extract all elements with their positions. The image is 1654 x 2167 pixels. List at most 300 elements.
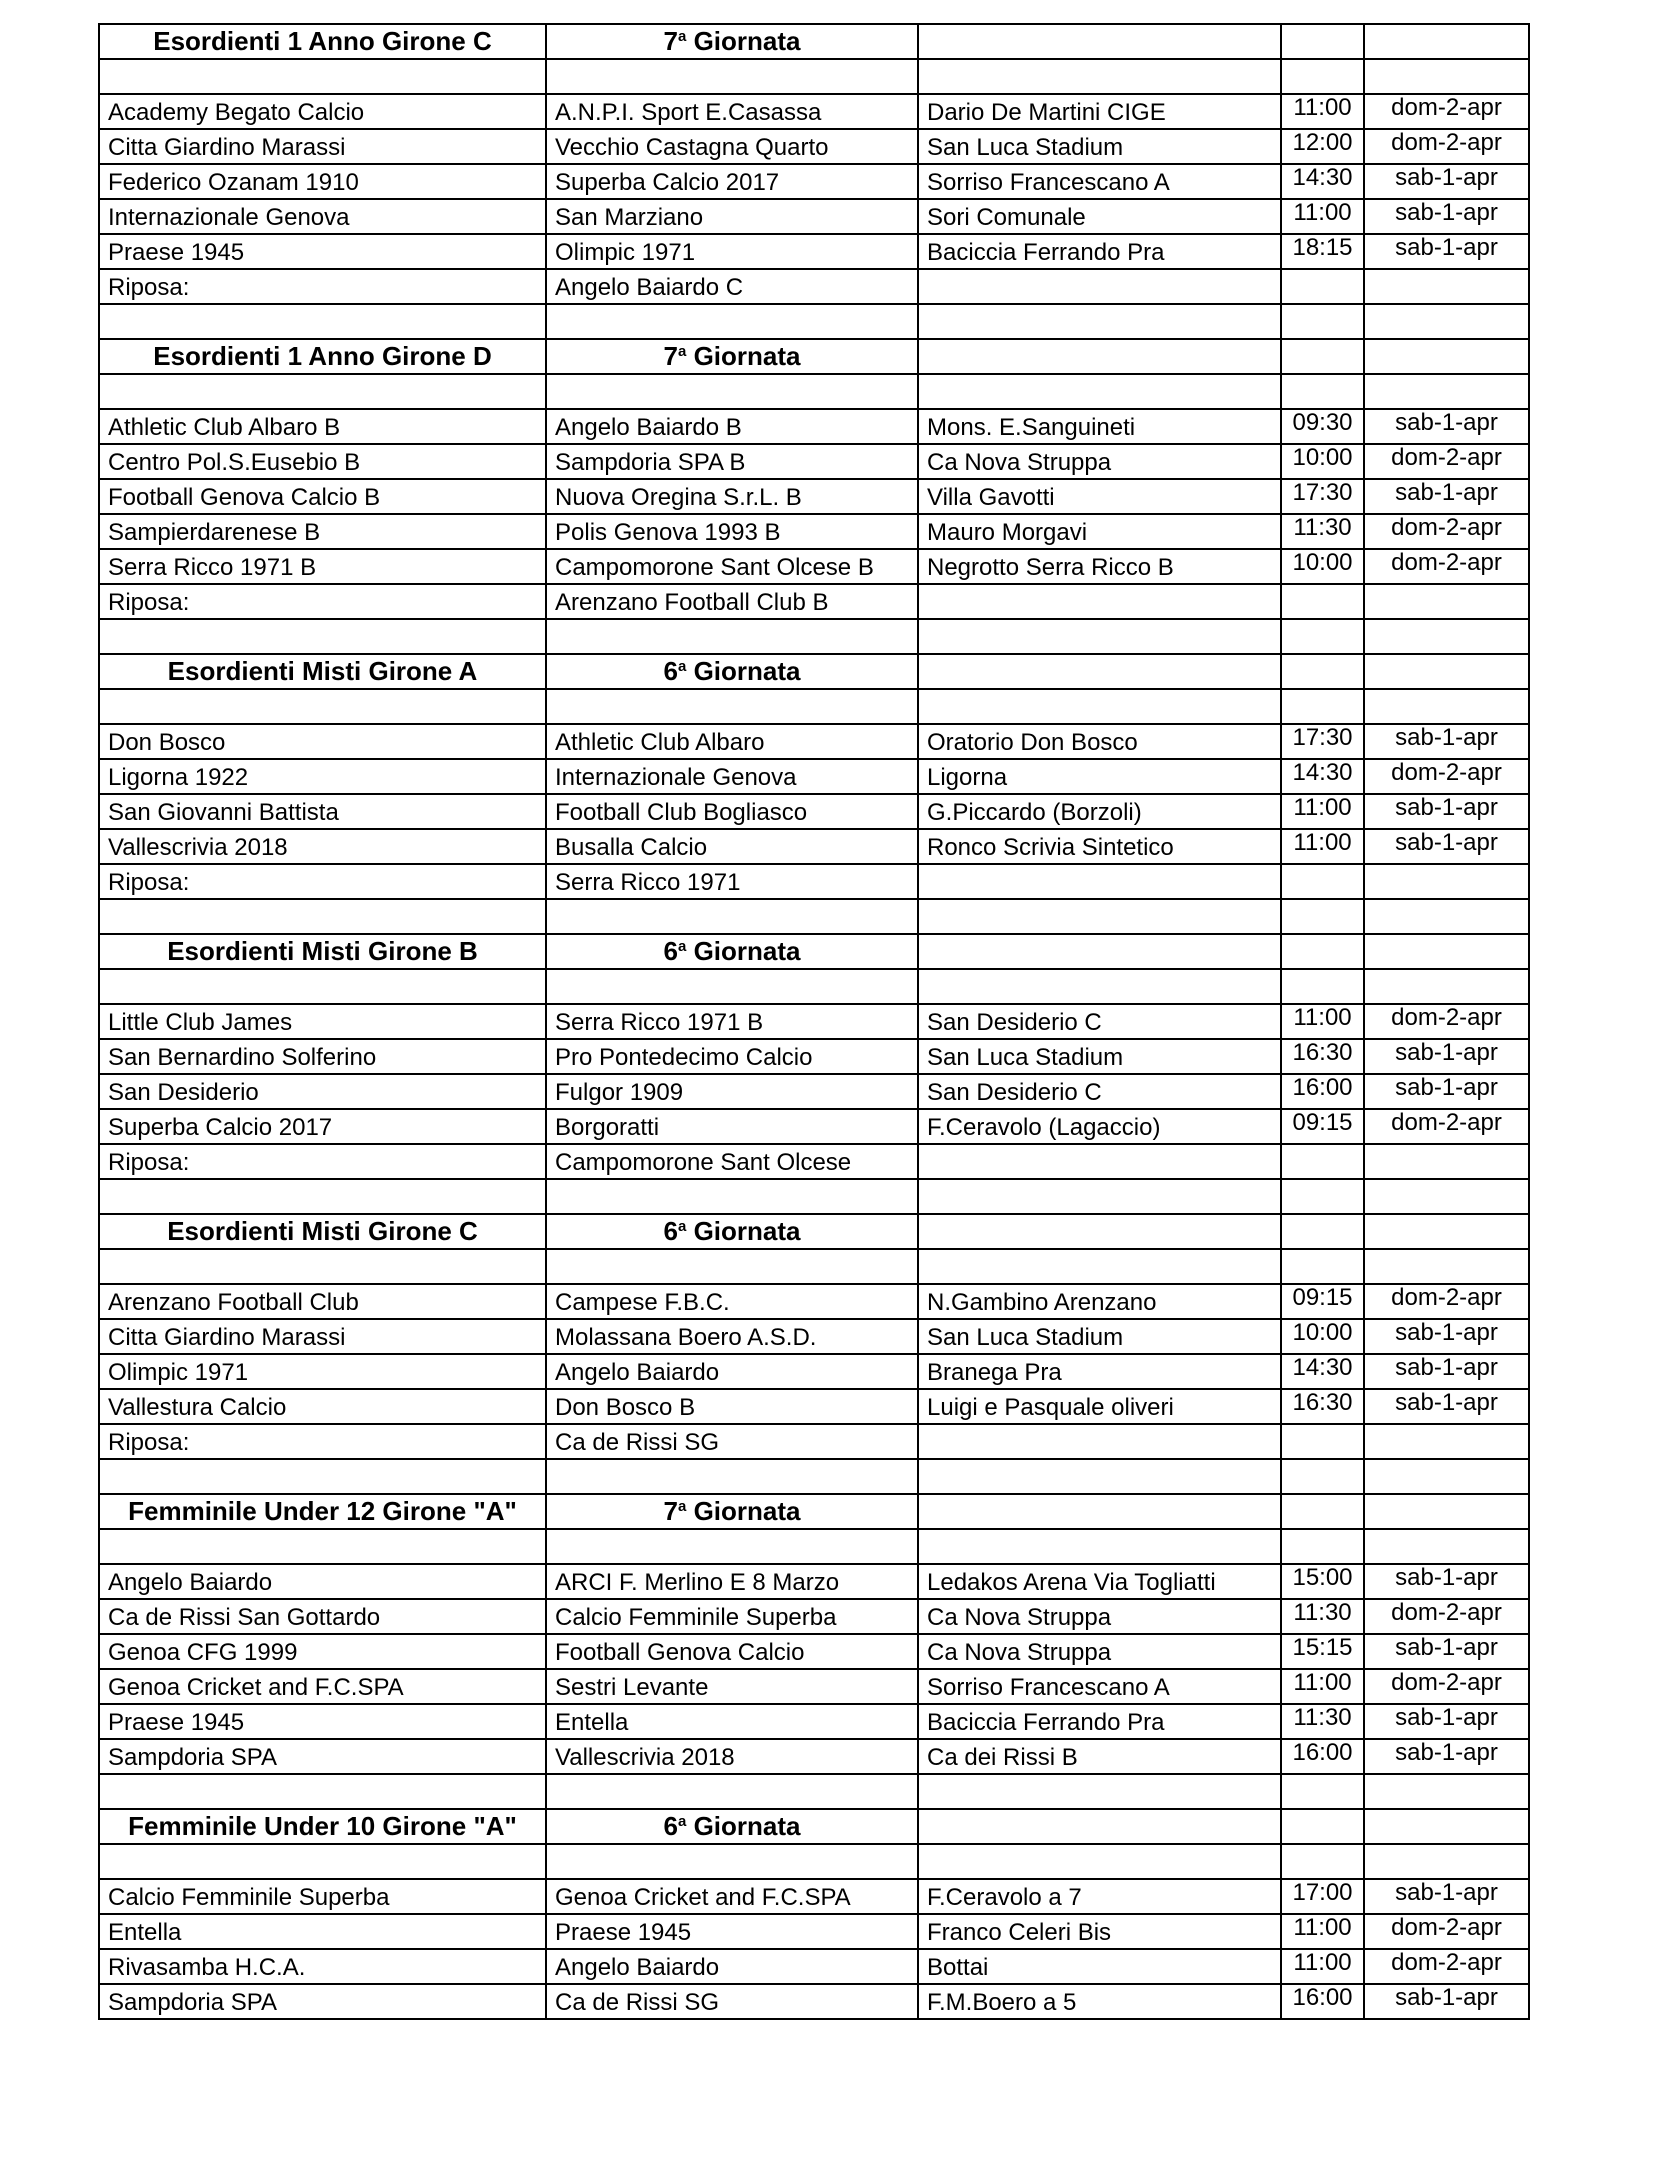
match-time: 14:30: [1281, 759, 1364, 794]
home-team: Centro Pol.S.Eusebio B: [99, 444, 546, 479]
match-date: dom-2-apr: [1364, 129, 1529, 164]
match-time: 15:00: [1281, 1564, 1364, 1599]
empty-cell: [918, 1424, 1281, 1459]
round-word: Giornata: [693, 26, 801, 56]
field-name: Baciccia Ferrando Pra: [918, 1704, 1281, 1739]
away-team: Genoa Cricket and F.C.SPA: [546, 1879, 918, 1914]
empty-cell: [1281, 619, 1364, 654]
group-header-row: [99, 24, 1529, 59]
empty-cell: [1281, 1809, 1364, 1844]
match-date: sab-1-apr: [1364, 794, 1529, 829]
match-time: 14:30: [1281, 164, 1364, 199]
match-date: dom-2-apr: [1364, 1284, 1529, 1319]
match-row: [99, 444, 1529, 479]
match-row: [99, 1669, 1529, 1704]
header-gap-row: [99, 374, 1529, 409]
away-team: Campomorone Sant Olcese B: [546, 549, 918, 584]
empty-cell: [918, 584, 1281, 619]
field-name: Negrotto Serra Ricco B: [918, 549, 1281, 584]
match-date: sab-1-apr: [1364, 1634, 1529, 1669]
match-time: 17:30: [1281, 724, 1364, 759]
rest-row: [99, 1144, 1529, 1179]
group-header-row: [99, 1494, 1529, 1529]
match-date: dom-2-apr: [1364, 94, 1529, 129]
empty-cell: [918, 1179, 1281, 1214]
match-time: 17:30: [1281, 479, 1364, 514]
field-name: Franco Celeri Bis: [918, 1914, 1281, 1949]
home-team: Ca de Rissi San Gottardo: [99, 1599, 546, 1634]
rest-label: Riposa:: [99, 269, 546, 304]
round-space: [686, 1811, 693, 1841]
round-space: [686, 656, 693, 686]
match-time: 10:00: [1281, 444, 1364, 479]
match-time: 09:15: [1281, 1109, 1364, 1144]
empty-cell: [1281, 1249, 1364, 1284]
round-label: [546, 1494, 918, 1529]
empty-cell: [546, 304, 918, 339]
empty-cell: [1281, 934, 1364, 969]
home-team: Sampierdarenese B: [99, 514, 546, 549]
round-ordinal: a: [677, 938, 687, 955]
match-row: [99, 1109, 1529, 1144]
empty-cell: [99, 1529, 546, 1564]
group-title: Esordienti Misti Girone B: [99, 934, 546, 969]
round-word: Giornata: [693, 656, 801, 686]
rest-row: [99, 584, 1529, 619]
round-label: [546, 1214, 918, 1249]
field-name: Sori Comunale: [918, 199, 1281, 234]
empty-cell: [1364, 689, 1529, 724]
match-time: 10:00: [1281, 549, 1364, 584]
home-team: Sampdoria SPA: [99, 1739, 546, 1774]
round-word: Giornata: [693, 936, 801, 966]
field-name: San Luca Stadium: [918, 1039, 1281, 1074]
empty-cell: [546, 1179, 918, 1214]
rest-label: Riposa:: [99, 1424, 546, 1459]
empty-cell: [918, 864, 1281, 899]
empty-cell: [918, 1494, 1281, 1529]
home-team: Citta Giardino Marassi: [99, 1319, 546, 1354]
match-time: 11:00: [1281, 1914, 1364, 1949]
match-time: 16:00: [1281, 1739, 1364, 1774]
field-name: Bottai: [918, 1949, 1281, 1984]
empty-cell: [1364, 304, 1529, 339]
away-team: Fulgor 1909: [546, 1074, 918, 1109]
empty-cell: [99, 1179, 546, 1214]
empty-cell: [918, 969, 1281, 1004]
round-label: [546, 24, 918, 59]
away-team: Borgoratti: [546, 1109, 918, 1144]
empty-cell: [918, 24, 1281, 59]
away-team: Sestri Levante: [546, 1669, 918, 1704]
match-row: [99, 514, 1529, 549]
match-date: dom-2-apr: [1364, 1109, 1529, 1144]
empty-cell: [1281, 584, 1364, 619]
empty-cell: [546, 619, 918, 654]
empty-cell: [918, 269, 1281, 304]
empty-cell: [546, 1529, 918, 1564]
match-row: [99, 129, 1529, 164]
empty-cell: [1364, 1424, 1529, 1459]
match-date: sab-1-apr: [1364, 1319, 1529, 1354]
rest-label: Riposa:: [99, 864, 546, 899]
empty-cell: [1364, 1459, 1529, 1494]
empty-cell: [1281, 1424, 1364, 1459]
match-row: [99, 1284, 1529, 1319]
group-title: Femminile Under 12 Girone "A": [99, 1494, 546, 1529]
match-time: 18:15: [1281, 234, 1364, 269]
away-team: Serra Ricco 1971 B: [546, 1004, 918, 1039]
away-team: Olimpic 1971: [546, 234, 918, 269]
home-team: Athletic Club Albaro B: [99, 409, 546, 444]
match-date: sab-1-apr: [1364, 1564, 1529, 1599]
home-team: Praese 1945: [99, 234, 546, 269]
field-name: N.Gambino Arenzano: [918, 1284, 1281, 1319]
empty-cell: [918, 1459, 1281, 1494]
match-date: sab-1-apr: [1364, 234, 1529, 269]
empty-cell: [99, 374, 546, 409]
rest-team: Arenzano Football Club B: [546, 584, 918, 619]
home-team: Entella: [99, 1914, 546, 1949]
empty-cell: [918, 1249, 1281, 1284]
empty-cell: [918, 899, 1281, 934]
field-name: Luigi e Pasquale oliveri: [918, 1389, 1281, 1424]
empty-cell: [546, 1249, 918, 1284]
match-date: dom-2-apr: [1364, 1949, 1529, 1984]
match-row: [99, 1354, 1529, 1389]
home-team: Genoa CFG 1999: [99, 1634, 546, 1669]
group-header-row: [99, 934, 1529, 969]
schedule-table: [98, 23, 1530, 2020]
field-name: Ca Nova Struppa: [918, 1599, 1281, 1634]
empty-cell: [918, 1844, 1281, 1879]
match-row: [99, 1004, 1529, 1039]
match-date: dom-2-apr: [1364, 549, 1529, 584]
match-date: sab-1-apr: [1364, 479, 1529, 514]
field-name: Sorriso Francescano A: [918, 164, 1281, 199]
rest-row: [99, 864, 1529, 899]
field-name: Oratorio Don Bosco: [918, 724, 1281, 759]
away-team: Ca de Rissi SG: [546, 1984, 918, 2019]
match-row: [99, 1039, 1529, 1074]
group-title: Femminile Under 10 Girone "A": [99, 1809, 546, 1844]
empty-cell: [1281, 864, 1364, 899]
header-gap-row: [99, 969, 1529, 1004]
field-name: Dario De Martini CIGE: [918, 94, 1281, 129]
round-number: 6: [663, 1216, 678, 1246]
empty-cell: [1281, 1179, 1364, 1214]
field-name: Branega Pra: [918, 1354, 1281, 1389]
empty-cell: [1364, 1179, 1529, 1214]
match-time: 12:00: [1281, 129, 1364, 164]
section-gap-row: [99, 1774, 1529, 1809]
home-team: Internazionale Genova: [99, 199, 546, 234]
away-team: Don Bosco B: [546, 1389, 918, 1424]
match-date: dom-2-apr: [1364, 1914, 1529, 1949]
empty-cell: [918, 934, 1281, 969]
match-time: 14:30: [1281, 1354, 1364, 1389]
empty-cell: [1281, 1459, 1364, 1494]
rest-team: Ca de Rissi SG: [546, 1424, 918, 1459]
round-number: 7: [663, 341, 678, 371]
field-name: F.Ceravolo (Lagaccio): [918, 1109, 1281, 1144]
rest-team: Campomorone Sant Olcese: [546, 1144, 918, 1179]
home-team: Olimpic 1971: [99, 1354, 546, 1389]
away-team: Angelo Baiardo: [546, 1354, 918, 1389]
match-row: [99, 1984, 1529, 2019]
empty-cell: [99, 1844, 546, 1879]
match-time: 11:00: [1281, 199, 1364, 234]
empty-cell: [1364, 1529, 1529, 1564]
match-time: 11:00: [1281, 794, 1364, 829]
match-date: sab-1-apr: [1364, 1354, 1529, 1389]
empty-cell: [918, 1774, 1281, 1809]
match-row: [99, 164, 1529, 199]
away-team: Entella: [546, 1704, 918, 1739]
match-row: [99, 1074, 1529, 1109]
round-number: 6: [663, 936, 678, 966]
match-row: [99, 759, 1529, 794]
round-label: [546, 339, 918, 374]
field-name: San Desiderio C: [918, 1004, 1281, 1039]
rest-row: [99, 269, 1529, 304]
away-team: Angelo Baiardo B: [546, 409, 918, 444]
away-team: ARCI F. Merlino E 8 Marzo: [546, 1564, 918, 1599]
match-time: 11:00: [1281, 1669, 1364, 1704]
round-word: Giornata: [693, 1496, 801, 1526]
match-row: [99, 1879, 1529, 1914]
match-time: 16:00: [1281, 1984, 1364, 2019]
match-date: dom-2-apr: [1364, 1669, 1529, 1704]
away-team: Athletic Club Albaro: [546, 724, 918, 759]
away-team: Vallescrivia 2018: [546, 1739, 918, 1774]
empty-cell: [546, 1844, 918, 1879]
empty-cell: [1364, 339, 1529, 374]
match-time: 16:30: [1281, 1389, 1364, 1424]
home-team: Rivasamba H.C.A.: [99, 1949, 546, 1984]
section-gap-row: [99, 899, 1529, 934]
field-name: Mauro Morgavi: [918, 514, 1281, 549]
match-time: 11:00: [1281, 1004, 1364, 1039]
group-header-row: [99, 1214, 1529, 1249]
round-ordinal: a: [677, 343, 687, 360]
empty-cell: [918, 654, 1281, 689]
match-time: 10:00: [1281, 1319, 1364, 1354]
home-team: Praese 1945: [99, 1704, 546, 1739]
home-team: Don Bosco: [99, 724, 546, 759]
round-label: [546, 654, 918, 689]
section-gap-row: [99, 619, 1529, 654]
home-team: Vallestura Calcio: [99, 1389, 546, 1424]
rest-team: Serra Ricco 1971: [546, 864, 918, 899]
empty-cell: [918, 689, 1281, 724]
match-date: sab-1-apr: [1364, 1074, 1529, 1109]
away-team: Internazionale Genova: [546, 759, 918, 794]
round-word: Giornata: [693, 341, 801, 371]
empty-cell: [1281, 59, 1364, 94]
empty-cell: [99, 969, 546, 1004]
home-team: Serra Ricco 1971 B: [99, 549, 546, 584]
empty-cell: [546, 899, 918, 934]
round-number: 7: [663, 26, 678, 56]
empty-cell: [1364, 1144, 1529, 1179]
match-date: dom-2-apr: [1364, 1004, 1529, 1039]
match-row: [99, 829, 1529, 864]
field-name: Ledakos Arena Via Togliatti: [918, 1564, 1281, 1599]
match-row: [99, 1704, 1529, 1739]
match-date: sab-1-apr: [1364, 829, 1529, 864]
home-team: Football Genova Calcio B: [99, 479, 546, 514]
empty-cell: [99, 619, 546, 654]
field-name: F.M.Boero a 5: [918, 1984, 1281, 2019]
field-name: Villa Gavotti: [918, 479, 1281, 514]
field-name: Mons. E.Sanguineti: [918, 409, 1281, 444]
section-gap-row: [99, 304, 1529, 339]
empty-cell: [546, 1459, 918, 1494]
empty-cell: [918, 339, 1281, 374]
match-row: [99, 479, 1529, 514]
match-time: 17:00: [1281, 1879, 1364, 1914]
match-row: [99, 409, 1529, 444]
empty-cell: [1364, 654, 1529, 689]
match-row: [99, 199, 1529, 234]
group-header-row: [99, 654, 1529, 689]
empty-cell: [918, 59, 1281, 94]
empty-cell: [1364, 1844, 1529, 1879]
round-space: [686, 1216, 693, 1246]
field-name: F.Ceravolo a 7: [918, 1879, 1281, 1914]
empty-cell: [1364, 969, 1529, 1004]
empty-cell: [1364, 584, 1529, 619]
empty-cell: [1281, 1844, 1364, 1879]
match-row: [99, 1389, 1529, 1424]
home-team: Vallescrivia 2018: [99, 829, 546, 864]
away-team: Polis Genova 1993 B: [546, 514, 918, 549]
empty-cell: [1281, 1529, 1364, 1564]
away-team: Calcio Femminile Superba: [546, 1599, 918, 1634]
header-gap-row: [99, 689, 1529, 724]
home-team: Little Club James: [99, 1004, 546, 1039]
empty-cell: [918, 1809, 1281, 1844]
away-team: Campese F.B.C.: [546, 1284, 918, 1319]
away-team: Vecchio Castagna Quarto: [546, 129, 918, 164]
empty-cell: [918, 1529, 1281, 1564]
match-row: [99, 1319, 1529, 1354]
match-date: sab-1-apr: [1364, 409, 1529, 444]
rest-team: Angelo Baiardo C: [546, 269, 918, 304]
round-ordinal: a: [677, 1813, 687, 1830]
field-name: San Desiderio C: [918, 1074, 1281, 1109]
match-date: sab-1-apr: [1364, 1879, 1529, 1914]
away-team: Football Genova Calcio: [546, 1634, 918, 1669]
empty-cell: [99, 1249, 546, 1284]
header-gap-row: [99, 1249, 1529, 1284]
empty-cell: [1281, 1144, 1364, 1179]
home-team: Calcio Femminile Superba: [99, 1879, 546, 1914]
match-row: [99, 1599, 1529, 1634]
schedule-body: [99, 24, 1529, 2019]
away-team: Football Club Bogliasco: [546, 794, 918, 829]
group-header-row: [99, 339, 1529, 374]
round-label: [546, 934, 918, 969]
match-time: 16:30: [1281, 1039, 1364, 1074]
empty-cell: [1364, 1214, 1529, 1249]
match-date: sab-1-apr: [1364, 1984, 1529, 2019]
round-space: [686, 341, 693, 371]
empty-cell: [99, 689, 546, 724]
match-date: sab-1-apr: [1364, 199, 1529, 234]
empty-cell: [1364, 619, 1529, 654]
section-gap-row: [99, 1459, 1529, 1494]
away-team: Molassana Boero A.S.D.: [546, 1319, 918, 1354]
empty-cell: [918, 304, 1281, 339]
rest-label: Riposa:: [99, 584, 546, 619]
field-name: Ca Nova Struppa: [918, 1634, 1281, 1669]
away-team: San Marziano: [546, 199, 918, 234]
match-row: [99, 1564, 1529, 1599]
round-ordinal: a: [677, 1498, 687, 1515]
field-name: Sorriso Francescano A: [918, 1669, 1281, 1704]
field-name: San Luca Stadium: [918, 129, 1281, 164]
match-date: sab-1-apr: [1364, 1389, 1529, 1424]
match-row: [99, 1949, 1529, 1984]
away-team: Praese 1945: [546, 1914, 918, 1949]
match-row: [99, 234, 1529, 269]
empty-cell: [1281, 269, 1364, 304]
away-team: A.N.P.I. Sport E.Casassa: [546, 94, 918, 129]
empty-cell: [918, 1214, 1281, 1249]
empty-cell: [1364, 374, 1529, 409]
empty-cell: [1364, 1774, 1529, 1809]
round-space: [686, 1496, 693, 1526]
away-team: Superba Calcio 2017: [546, 164, 918, 199]
empty-cell: [1364, 864, 1529, 899]
group-title: Esordienti 1 Anno Girone C: [99, 24, 546, 59]
header-gap-row: [99, 1844, 1529, 1879]
away-team: Busalla Calcio: [546, 829, 918, 864]
home-team: Superba Calcio 2017: [99, 1109, 546, 1144]
match-date: dom-2-apr: [1364, 759, 1529, 794]
header-gap-row: [99, 59, 1529, 94]
empty-cell: [1364, 899, 1529, 934]
match-time: 11:00: [1281, 94, 1364, 129]
empty-cell: [1364, 269, 1529, 304]
round-word: Giornata: [693, 1216, 801, 1246]
match-date: dom-2-apr: [1364, 1599, 1529, 1634]
empty-cell: [546, 689, 918, 724]
match-row: [99, 724, 1529, 759]
match-time: 09:15: [1281, 1284, 1364, 1319]
home-team: San Giovanni Battista: [99, 794, 546, 829]
match-date: sab-1-apr: [1364, 1739, 1529, 1774]
empty-cell: [1281, 339, 1364, 374]
empty-cell: [99, 1774, 546, 1809]
round-ordinal: a: [677, 1218, 687, 1235]
match-time: 11:00: [1281, 1949, 1364, 1984]
field-name: Ronco Scrivia Sintetico: [918, 829, 1281, 864]
match-row: [99, 1634, 1529, 1669]
home-team: Academy Begato Calcio: [99, 94, 546, 129]
match-row: [99, 794, 1529, 829]
match-date: sab-1-apr: [1364, 164, 1529, 199]
empty-cell: [1281, 1774, 1364, 1809]
match-time: 11:30: [1281, 1704, 1364, 1739]
empty-cell: [1364, 1809, 1529, 1844]
match-date: sab-1-apr: [1364, 1704, 1529, 1739]
empty-cell: [918, 374, 1281, 409]
field-name: Ca dei Rissi B: [918, 1739, 1281, 1774]
match-date: sab-1-apr: [1364, 724, 1529, 759]
